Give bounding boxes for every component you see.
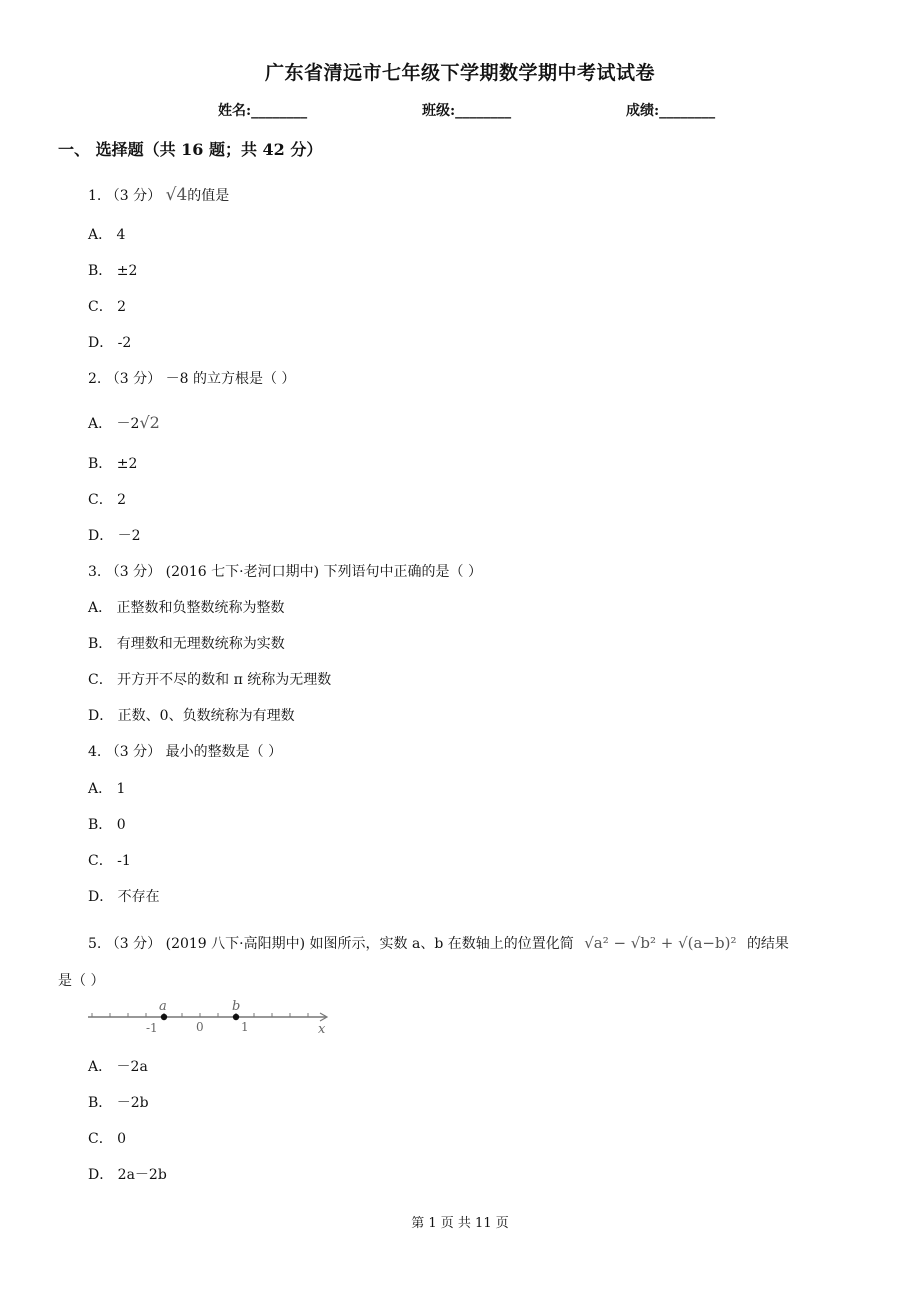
question-3-option-c: C． 开方开不尽的数和 π 统称为无理数	[88, 672, 332, 688]
question-4-option-a: A． 1	[88, 781, 126, 797]
question-3-option-d: D． 正数、0、负数统称为有理数	[88, 708, 295, 724]
question-3: 3. （3 分） (2016 七下·老河口期中) 下列语句中正确的是（ ）	[88, 564, 482, 580]
question-4-option-d: D． 不存在	[88, 889, 160, 905]
tick-label-0: 0	[196, 1020, 204, 1034]
question-2-option-c: C． 2	[88, 492, 127, 508]
question-1-math: √4	[165, 185, 188, 205]
name-field-label: 姓名:________	[218, 103, 308, 119]
point-a	[161, 1014, 167, 1020]
tick-label-1: 1	[241, 1020, 249, 1034]
question-4-option-c: C． -1	[88, 853, 131, 869]
question-5-prefix: 5. （3 分） (2019 八下·高阳期中) 如图所示，实数 a、b 在数轴上的位置化简	[88, 936, 574, 952]
score-field-label: 成绩:________	[626, 103, 716, 119]
question-1-option-d: D． -2	[88, 335, 132, 351]
number-line-figure	[86, 998, 336, 1038]
question-5-option-d: D． 2a－2b	[88, 1167, 167, 1183]
axis-label-x: x	[318, 1022, 326, 1037]
label-b: b	[232, 999, 241, 1014]
question-5-line2: 是（ ）	[58, 973, 105, 989]
point-b	[233, 1014, 239, 1020]
question-1-suffix: 的值是	[187, 188, 230, 204]
question-5-option-c: C． 0	[88, 1131, 127, 1147]
question-5-suffix: 的结果	[746, 936, 789, 952]
page-title: 广东省清远市七年级下学期数学期中考试试卷	[264, 62, 655, 84]
label-a: a	[159, 999, 167, 1014]
question-4-option-b: B． 0	[88, 817, 126, 833]
question-2-option-b: B． ±2	[88, 456, 138, 472]
class-field-label: 班级:________	[422, 103, 512, 119]
section-heading: 一、 选择题（共 16 题；共 42 分）	[58, 140, 323, 159]
question-5	[88, 933, 789, 953]
question-2-option-a-text: A． －2	[88, 416, 140, 432]
tick-label-minus-1: -1	[146, 1021, 158, 1035]
page-footer: 第 1 页 共 11 页	[411, 1216, 509, 1231]
question-2-option-a	[88, 413, 160, 433]
question-2-option-a-math: √2	[139, 413, 160, 432]
question-2-option-d: D． －2	[88, 528, 141, 544]
question-4: 4. （3 分） 最小的整数是（ ）	[88, 744, 283, 760]
question-3-option-b: B． 有理数和无理数统称为实数	[88, 636, 285, 652]
question-1-option-b: B． ±2	[88, 263, 138, 279]
question-1-prefix: 1. （3 分）	[88, 188, 162, 204]
question-5-option-a: A． －2a	[88, 1059, 148, 1075]
question-3-option-a: A． 正整数和负整数统称为整数	[88, 600, 285, 616]
question-2: 2. （3 分） －8 的立方根是（ ）	[88, 371, 296, 387]
question-1	[88, 185, 229, 205]
question-1-option-a: A． 4	[88, 227, 126, 243]
question-5-option-b: B． －2b	[88, 1095, 149, 1111]
question-5-math: √a² − √b² + √(a−b)²	[584, 934, 737, 952]
question-1-option-c: C． 2	[88, 299, 127, 315]
